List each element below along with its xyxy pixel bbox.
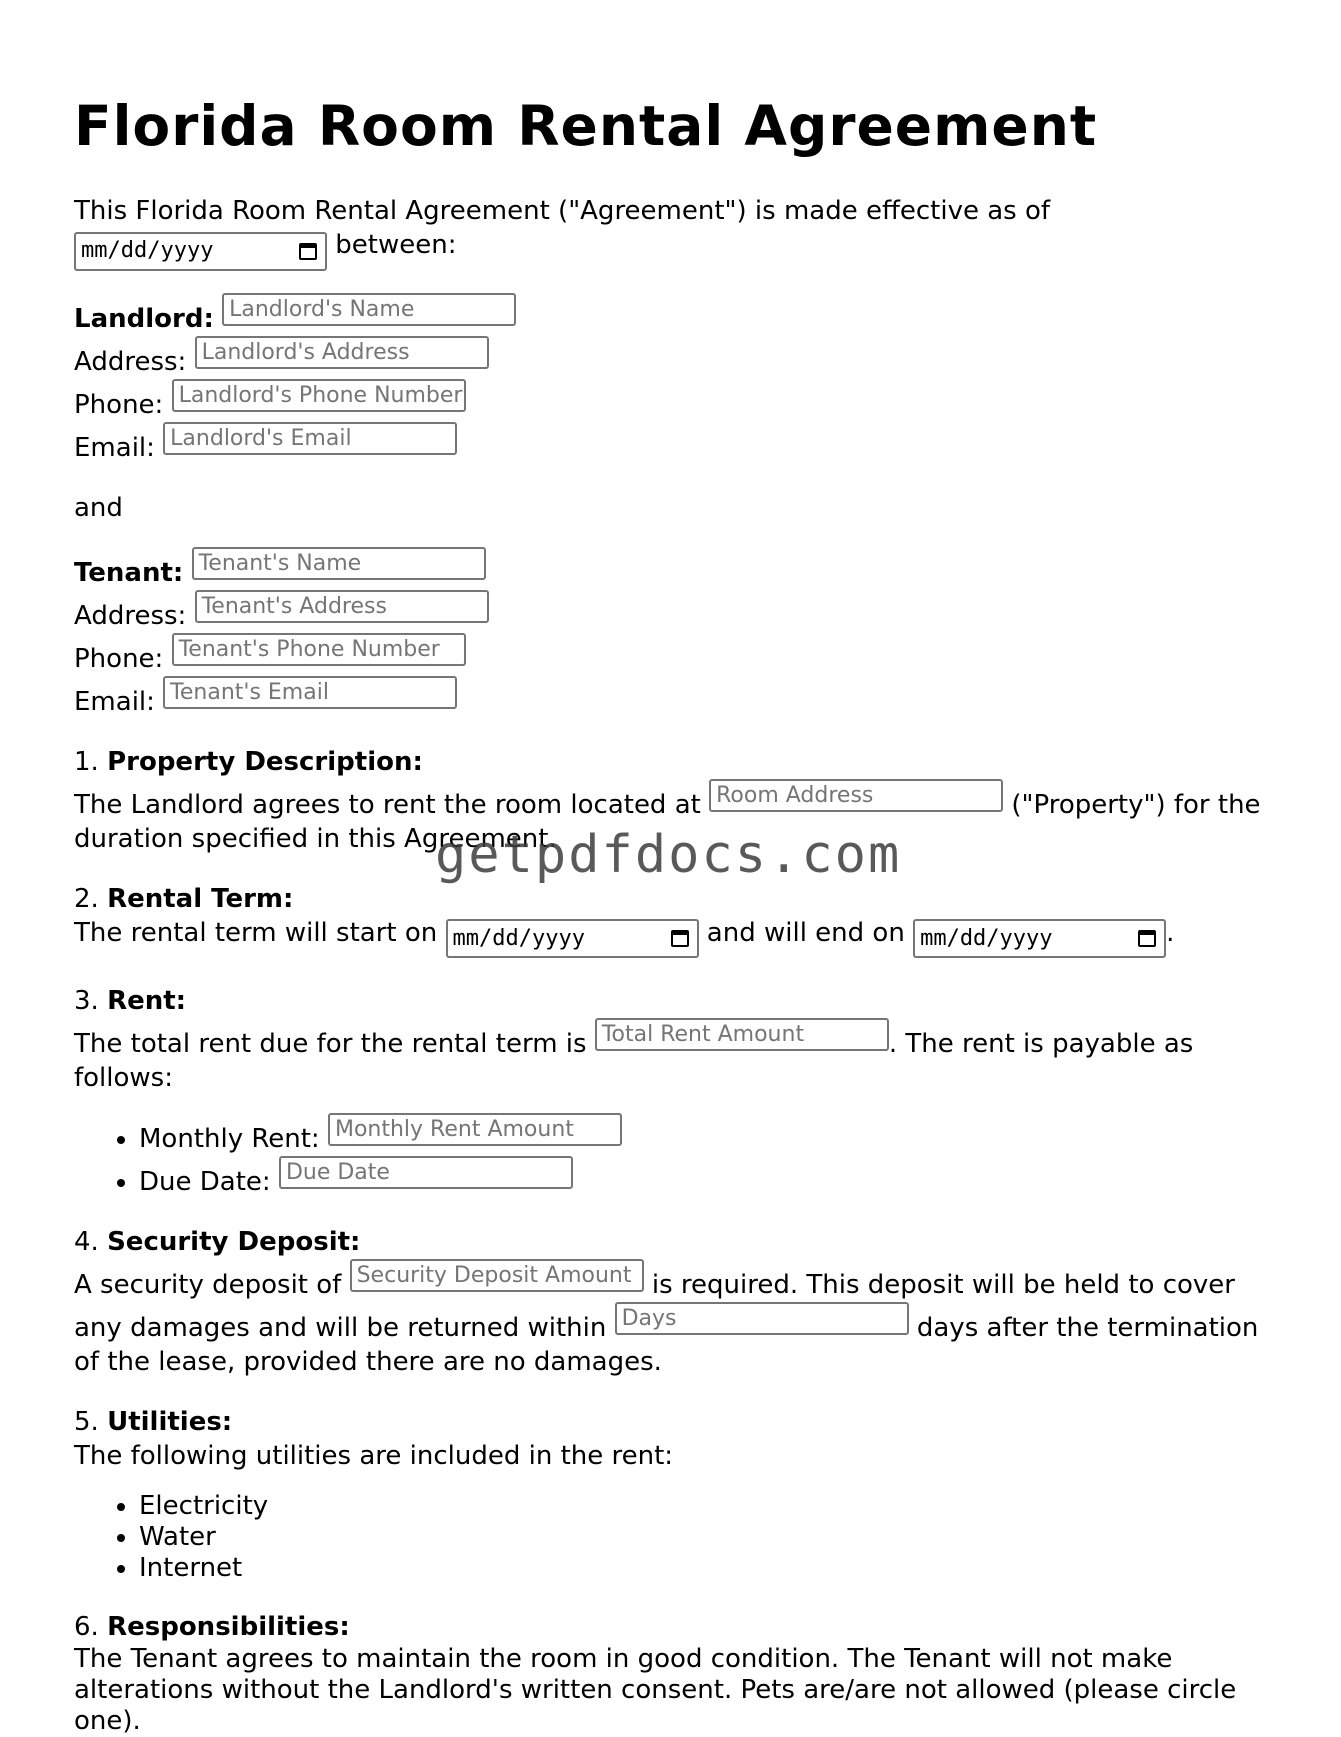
list-item [139, 1113, 1274, 1156]
due-date-label: Due Date: [139, 1167, 271, 1197]
due-date-input[interactable]: Due Date [279, 1156, 573, 1189]
list-item: • Internet [139, 1553, 1274, 1584]
deposit-text-middle: is required. This deposit will be held to cover any damages and will be returned within [74, 1270, 1235, 1343]
section-heading: Utilities: [107, 1407, 233, 1437]
tenant-heading: Tenant: [74, 557, 184, 588]
room-address-input[interactable]: Room Address [709, 779, 1003, 812]
section-utilities [74, 1405, 1274, 1584]
landlord-phone-label: Phone: [74, 389, 164, 420]
landlord-email-input[interactable]: Landlord's Email [163, 422, 457, 455]
page-title: Florida Room Rental Agreement [74, 94, 1098, 158]
rent-text-after: . The rent is payable as follows: [74, 1029, 1194, 1093]
tenant-phone-input[interactable]: Tenant's Phone Number [172, 633, 466, 666]
deposit-text-after: days after the termination of the lease, provided there are no damages. [74, 1313, 1259, 1377]
date-placeholder: mm/dd/yyyy [81, 238, 214, 263]
property-text-after: ("Property") for the duration specified in this Agreement. [74, 789, 1261, 854]
section-number: 5. [74, 1407, 99, 1437]
date-placeholder: mm/dd/yyyy [920, 925, 1053, 951]
return-days-input[interactable]: Days [615, 1302, 909, 1335]
calendar-icon[interactable] [1138, 930, 1156, 947]
monthly-rent-label: Monthly Rent: [139, 1124, 320, 1154]
landlord-heading: Landlord: [74, 303, 214, 334]
tenant-email-label: Email: [74, 686, 155, 717]
intro-text: This Florida Room Rental Agreement ("Agreement") is made effective as of [74, 196, 1051, 226]
and-text: and [74, 492, 123, 523]
list-item: • Electricity [139, 1491, 1274, 1522]
section-term [74, 882, 1274, 959]
document [74, 86, 1274, 1737]
effective-date-input[interactable] [74, 232, 327, 271]
section-heading: Security Deposit: [107, 1227, 361, 1257]
section-heading: Rent: [107, 986, 187, 1016]
landlord-phone-input[interactable]: Landlord's Phone Number [172, 379, 466, 412]
term-text: The rental term will start on [74, 917, 438, 948]
rent-text: The total rent due for the rental term is [74, 1029, 587, 1059]
responsibilities-text: The Tenant agrees to maintain the room in good condition. The Tenant will not make alterations without the Landlord's written consent. Pets are/are not allowed (please circle one). [74, 1644, 1237, 1736]
tenant-email-input[interactable]: Tenant's Email [163, 676, 457, 709]
monthly-rent-input[interactable]: Monthly Rent Amount [328, 1113, 622, 1146]
section-heading: Rental Term: [107, 883, 294, 914]
date-placeholder: mm/dd/yyyy [452, 925, 585, 951]
term-period: . [1166, 917, 1175, 948]
list-item: • Water [139, 1522, 1274, 1553]
watermark: getpdfdocs.com [435, 825, 902, 885]
section-number: 6. [74, 1612, 99, 1642]
end-date-input[interactable] [913, 919, 1166, 958]
section-heading: Property Description: [107, 746, 423, 777]
tenant-address-input[interactable]: Tenant's Address [195, 590, 489, 623]
section-number: 2. [74, 883, 99, 914]
tenant-block [74, 547, 1274, 719]
term-text-middle: and will end on [706, 917, 905, 948]
utilities-list [74, 1491, 1274, 1584]
landlord-address-label: Address: [74, 346, 187, 377]
start-date-input[interactable] [446, 919, 699, 958]
calendar-icon[interactable] [671, 930, 689, 947]
section-number: 3. [74, 986, 99, 1016]
tenant-phone-label: Phone: [74, 643, 164, 674]
section-responsibilities [74, 1610, 1274, 1737]
rent-details-list [74, 1113, 1274, 1199]
tenant-address-label: Address: [74, 600, 187, 631]
landlord-block [74, 293, 1274, 465]
section-number: 4. [74, 1227, 99, 1257]
calendar-icon[interactable] [299, 243, 317, 260]
intro-paragraph [74, 194, 1274, 271]
section-number: 1. [74, 746, 99, 777]
landlord-name-input[interactable]: Landlord's Name [222, 293, 516, 326]
deposit-text: A security deposit of [74, 1270, 342, 1300]
section-rent [74, 984, 1274, 1199]
intro-between: between: [335, 230, 457, 260]
section-property [74, 745, 1274, 856]
tenant-name-input[interactable]: Tenant's Name [192, 547, 486, 580]
list-item [139, 1156, 1274, 1199]
total-rent-input[interactable]: Total Rent Amount [595, 1018, 889, 1051]
section-deposit [74, 1225, 1274, 1379]
security-deposit-input[interactable]: Security Deposit Amount [350, 1259, 644, 1292]
property-text: The Landlord agrees to rent the room located at [74, 789, 701, 820]
landlord-address-input[interactable]: Landlord's Address [195, 336, 489, 369]
section-heading: Responsibilities: [107, 1612, 350, 1642]
landlord-email-label: Email: [74, 432, 155, 463]
utilities-text: The following utilities are included in the rent: [74, 1441, 674, 1471]
